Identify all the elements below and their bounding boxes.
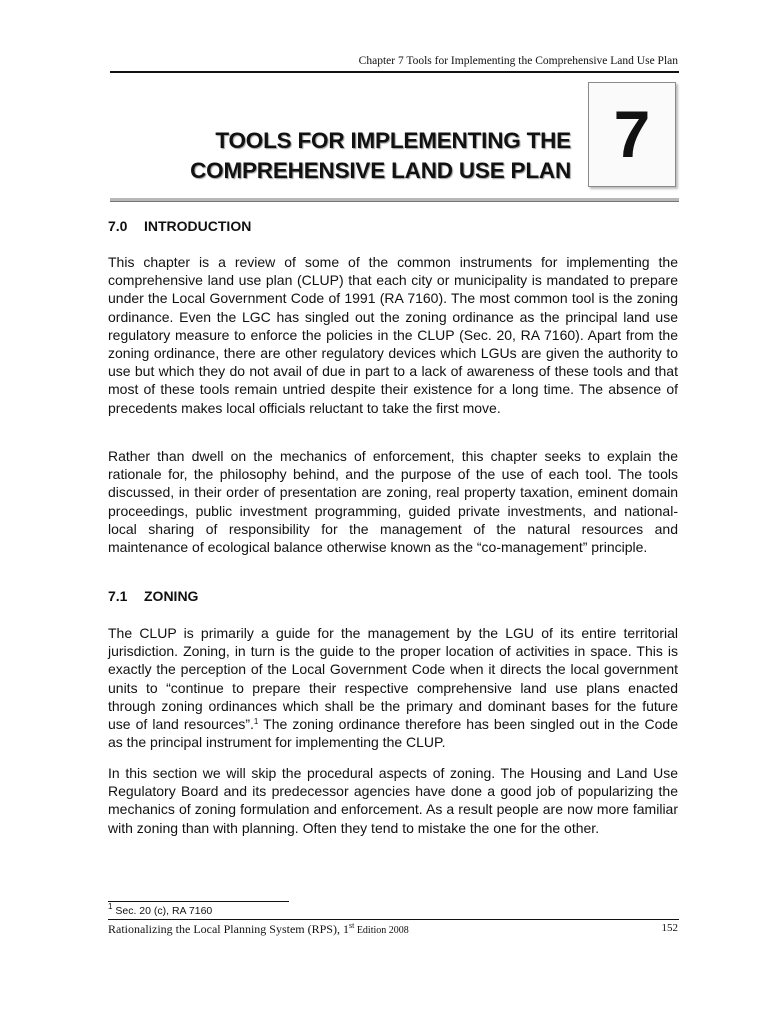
footer-publication: [108, 922, 409, 937]
page-number: 152: [661, 922, 678, 934]
footnote: [108, 902, 213, 917]
section-number: 7.0: [108, 218, 128, 234]
paragraph-intro-1: This chapter is a review of some of the common instruments for implementing the comprehensive land use plan (CLUP) that each city or municipality is mandated to prepare under the Local Government Code of 1991 (RA 7160). The most common tool is the zoning ordinance. Even the LGC has singled out the zoning ordinance as the principal land use regulatory measure to enforce the policies in the CLUP (Sec. 20, RA 7160). Apart from the zoning ordinance, there are other regulatory devices which LGUs are given the authority to use but which they do not avail of due in part to a lack of awareness of these tools and that most of these tools remain untried despite their existence for a long time. The absence of precedents makes local officials reluctant to take the first move.: [108, 254, 678, 416]
section-heading-introduction: [108, 218, 251, 234]
section-number: 7.1: [108, 588, 128, 604]
paragraph-intro-2: Rather than dwell on the mechanics of enforcement, this chapter seeks to explain the rationale for, the philosophy behind, and the purpose of the use of each tool. The tools discussed, in their order of presentation are zoning, real property taxation, eminent domain proceedings, public investment programming, guided private investments, and national-local sharing of responsibility for the management of the natural resources and maintenance of ecological balance otherwise known as the “co-management” principle.: [108, 448, 678, 556]
title-rule: [110, 198, 679, 202]
footnote-reference: 1: [253, 717, 259, 727]
paragraph-zoning-2: In this section we will skip the procedural aspects of zoning. The Housing and Land Use Regulatory Board and its predecessor agencies have done a good job of popularizing the mechanics of zoning formulation and enforcement. As a result people are now more familiar with zoning than with planning. Often they tend to mistake the one for the other.: [108, 765, 678, 836]
running-header: Chapter 7 Tools for Implementing the Comprehensive Land Use Plan: [358, 55, 678, 67]
section-title: ZONING: [144, 588, 199, 604]
chapter-title: [108, 126, 571, 186]
zoning-text-after-note: The zoning ordinance therefore has been singled out in the Code as the principal instrument for implementing the CLUP.: [108, 716, 678, 751]
chapter-title-line-2: COMPREHENSIVE LAND USE PLAN: [190, 158, 571, 183]
chapter-number: 7: [613, 97, 651, 171]
footer-rule: [108, 919, 679, 920]
edition-ordinal: st: [348, 921, 355, 930]
footnote-mark: 1: [108, 902, 113, 911]
chapter-number-box: [588, 82, 676, 187]
footnote-text: Sec. 20 (c), RA 7160: [112, 905, 213, 917]
edition-label: Edition 2008: [354, 925, 409, 936]
chapter-title-line-1: TOOLS FOR IMPLEMENTING THE: [215, 128, 571, 153]
publication-title: Rationalizing the Local Planning System (RPS), 1: [108, 922, 349, 936]
zoning-text-before-note: The CLUP is primarily a guide for the management by the LGU of its entire territorial jurisdiction. Zoning, in turn is the guide to the proper location of activities in space. This is exactly the perception of the Local Government Code when it directs the local government units to “continue to prepare their respective comprehensive land use plans enacted through zoning ordinances which shall be the primary and dominant bases for the future use of land resources”.: [108, 625, 678, 733]
footnote-rule: [108, 901, 289, 902]
paragraph-zoning-1: [108, 624, 678, 751]
header-rule: [110, 71, 679, 73]
section-title: INTRODUCTION: [144, 218, 252, 234]
section-heading-zoning: [108, 588, 198, 604]
